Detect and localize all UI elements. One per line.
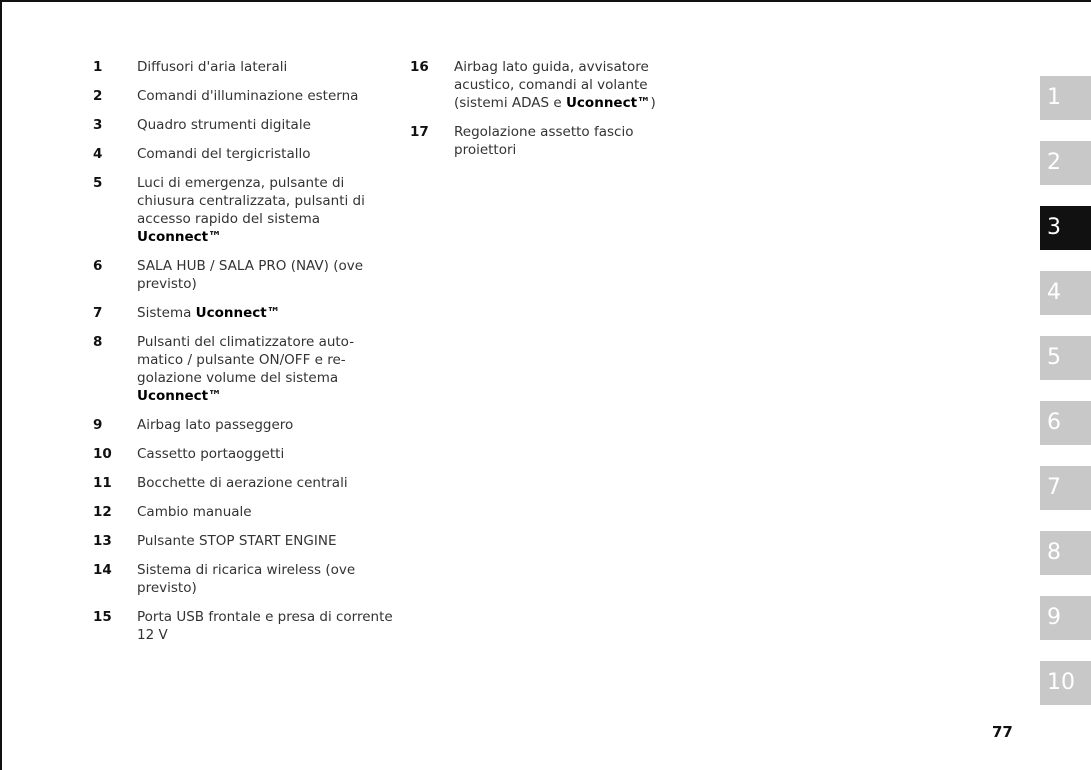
chapter-tab-10[interactable]: 10: [1040, 661, 1091, 705]
legend-item: [93, 116, 393, 134]
legend-item-number: 2: [93, 88, 103, 104]
legend-text-segment: ): [650, 95, 656, 111]
legend-text-segment: Cassetto portaoggetti: [137, 446, 285, 462]
legend-item: [93, 474, 393, 492]
legend-text-segment: Pulsanti del climatizzatore auto-matico / pulsante ON/OFF e re-golazione volume del sistema: [137, 334, 355, 386]
chapter-tab-8[interactable]: 8: [1040, 531, 1091, 575]
legend-item: [93, 145, 393, 163]
legend-item-text: [137, 561, 393, 597]
legend-text-segment: Sistema di ricarica wireless (ove previsto): [137, 562, 356, 596]
page-number: 77: [992, 723, 1013, 741]
legend-item: [93, 174, 393, 246]
legend-item-number: 8: [93, 334, 103, 350]
legend-item-number: 17: [410, 124, 429, 140]
legend-item: [93, 304, 393, 322]
chapter-tab-1[interactable]: 1: [1040, 76, 1091, 120]
legend-item-text: [137, 87, 358, 105]
legend-item-text: [137, 174, 393, 246]
chapter-tab-7[interactable]: 7: [1040, 466, 1091, 510]
legend-item-text: [454, 58, 700, 112]
legend-item-number: 15: [93, 609, 112, 625]
legend-item-text: [137, 503, 252, 521]
legend-item: [93, 87, 393, 105]
legend-item-text: [137, 532, 336, 550]
legend-item: [410, 58, 700, 112]
legend-item-text: [137, 333, 393, 405]
chapter-tab-4[interactable]: 4: [1040, 271, 1091, 315]
legend-column-right: [410, 58, 700, 170]
legend-item: [93, 445, 393, 463]
legend-item: [93, 561, 393, 597]
legend-text-segment: SALA HUB / SALA PRO (NAV) (ove previsto): [137, 258, 364, 292]
chapter-tab-2[interactable]: 2: [1040, 141, 1091, 185]
legend-item-number: 14: [93, 562, 112, 578]
chapter-tabs: [1040, 76, 1091, 726]
legend-item: [93, 257, 393, 293]
legend-item: [93, 608, 393, 644]
chapter-tab-6[interactable]: 6: [1040, 401, 1091, 445]
legend-item-number: 6: [93, 258, 103, 274]
legend-item-number: 16: [410, 59, 429, 75]
legend-item: [93, 503, 393, 521]
legend-brand-name: Uconnect™: [195, 305, 281, 321]
legend-text-segment: Diffusori d'aria laterali: [137, 59, 288, 75]
legend-item-number: 3: [93, 117, 103, 133]
legend-text-segment: Pulsante STOP START ENGINE: [137, 533, 337, 549]
legend-text-segment: Comandi d'illuminazione esterna: [137, 88, 359, 104]
page-left-border: [0, 0, 2, 770]
legend-item-number: 4: [93, 146, 103, 162]
legend-item-text: [454, 123, 700, 159]
legend-column-left: [93, 58, 393, 655]
legend-item: [93, 416, 393, 434]
chapter-tab-5[interactable]: 5: [1040, 336, 1091, 380]
legend-item: [410, 123, 700, 159]
legend-text-segment: Cambio manuale: [137, 504, 252, 520]
legend-text-segment: Regolazione assetto fascio proiettori: [454, 124, 634, 158]
legend-text-segment: Quadro strumenti digitale: [137, 117, 311, 133]
legend-item: [93, 333, 393, 405]
legend-item-text: [137, 58, 287, 76]
legend-item-text: [137, 474, 348, 492]
legend-text-segment: Bocchette di aerazione centrali: [137, 475, 348, 491]
legend-item-text: [137, 257, 393, 293]
legend-item-number: 13: [93, 533, 112, 549]
page-top-border: [0, 0, 1091, 2]
legend-text-segment: Airbag lato guida, avvisatore acustico, comandi al volante (sistemi ADAS e: [454, 59, 649, 111]
legend-item-number: 11: [93, 475, 112, 491]
legend-item-number: 1: [93, 59, 103, 75]
legend-item-text: [137, 116, 311, 134]
legend-item-number: 7: [93, 305, 103, 321]
legend-item-text: [137, 608, 393, 644]
legend-text-segment: Luci di emergenza, pulsante di chiusura centralizzata, pulsanti di accesso rapido del sistema: [137, 175, 365, 227]
legend-item-text: [137, 145, 311, 163]
legend-text-segment: Porta USB frontale e presa di corrente 12 V: [137, 609, 393, 643]
chapter-tab-9[interactable]: 9: [1040, 596, 1091, 640]
legend-item-text: [137, 304, 280, 322]
legend-item-text: [137, 445, 284, 463]
legend-item-number: 9: [93, 417, 103, 433]
legend-item-text: [137, 416, 293, 434]
legend-item: [93, 532, 393, 550]
legend-brand-name: Uconnect™: [137, 388, 222, 404]
legend-text-segment: Airbag lato passeggero: [137, 417, 294, 433]
legend-item-number: 5: [93, 175, 103, 191]
legend-text-segment: Comandi del tergicristallo: [137, 146, 311, 162]
legend-item-number: 10: [93, 446, 112, 462]
legend-text-segment: Sistema: [137, 305, 196, 321]
legend-item-number: 12: [93, 504, 112, 520]
legend-brand-name: Uconnect™: [137, 229, 222, 245]
chapter-tab-3[interactable]: 3: [1040, 206, 1091, 250]
legend-brand-name: Uconnect™: [565, 95, 651, 111]
legend-item: [93, 58, 393, 76]
